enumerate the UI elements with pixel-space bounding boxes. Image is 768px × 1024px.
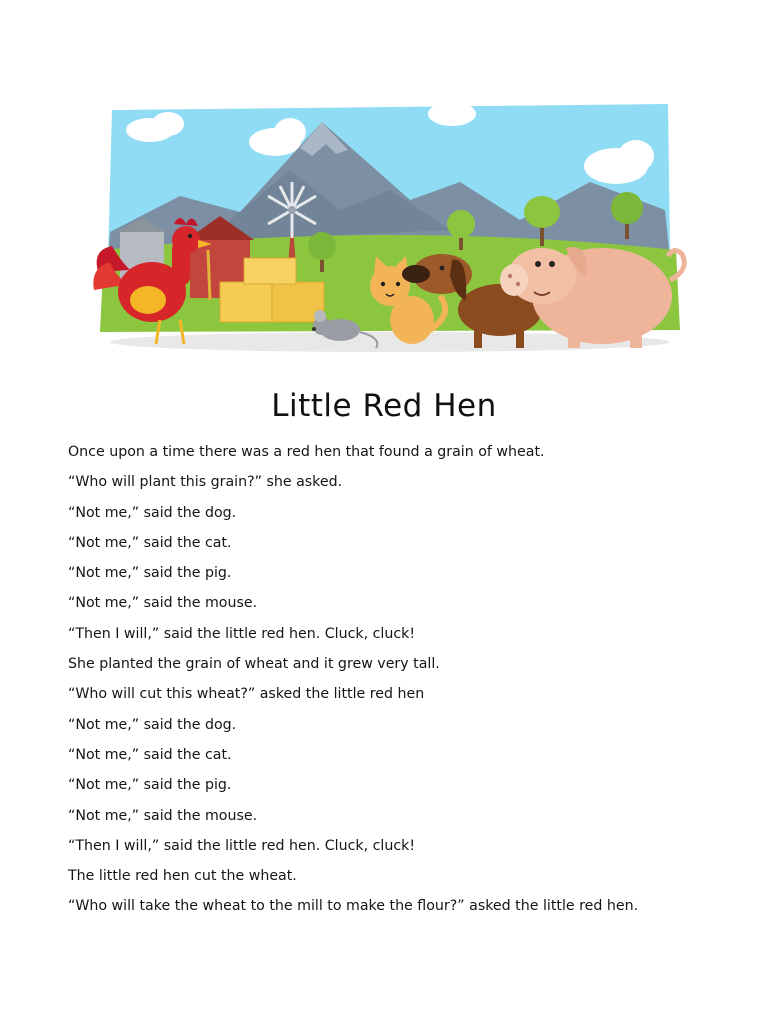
story-line: “Not me,” said the pig. <box>68 565 232 582</box>
story-line: “Not me,” said the dog. <box>68 504 237 521</box>
story-line: She planted the grain of wheat and it grew very tall. <box>68 656 440 673</box>
story-line: “Not me,” said the cat. <box>68 534 232 551</box>
story-line: “Who will take the wheat to the mill to make the flour?” asked the little red hen. <box>68 898 639 915</box>
story-line: “Not me,” said the mouse. <box>68 807 258 824</box>
farm-illustration <box>90 100 690 358</box>
farm-scene-icon <box>90 100 690 358</box>
story-line: Once upon a time there was a red hen that found a grain of wheat. <box>68 444 545 460</box>
story-line: “Not me,” said the pig. <box>68 777 232 794</box>
page-title: Little Red Hen <box>271 388 497 424</box>
story-line: The little red hen cut the wheat. <box>68 868 297 885</box>
story-line: “Who will plant this grain?” she asked. <box>68 474 343 491</box>
story-line: “Not me,” said the cat. <box>68 746 232 763</box>
story-line: “Who will cut this wheat?” asked the little red hen <box>68 686 425 703</box>
story-line: “Then I will,” said the little red hen. Cluck, cluck! <box>68 837 416 854</box>
story-text <box>68 437 728 922</box>
story-line: “Not me,” said the dog. <box>68 716 237 733</box>
story-line: “Not me,” said the mouse. <box>68 595 258 612</box>
story-line: “Then I will,” said the little red hen. Cluck, cluck! <box>68 625 416 642</box>
